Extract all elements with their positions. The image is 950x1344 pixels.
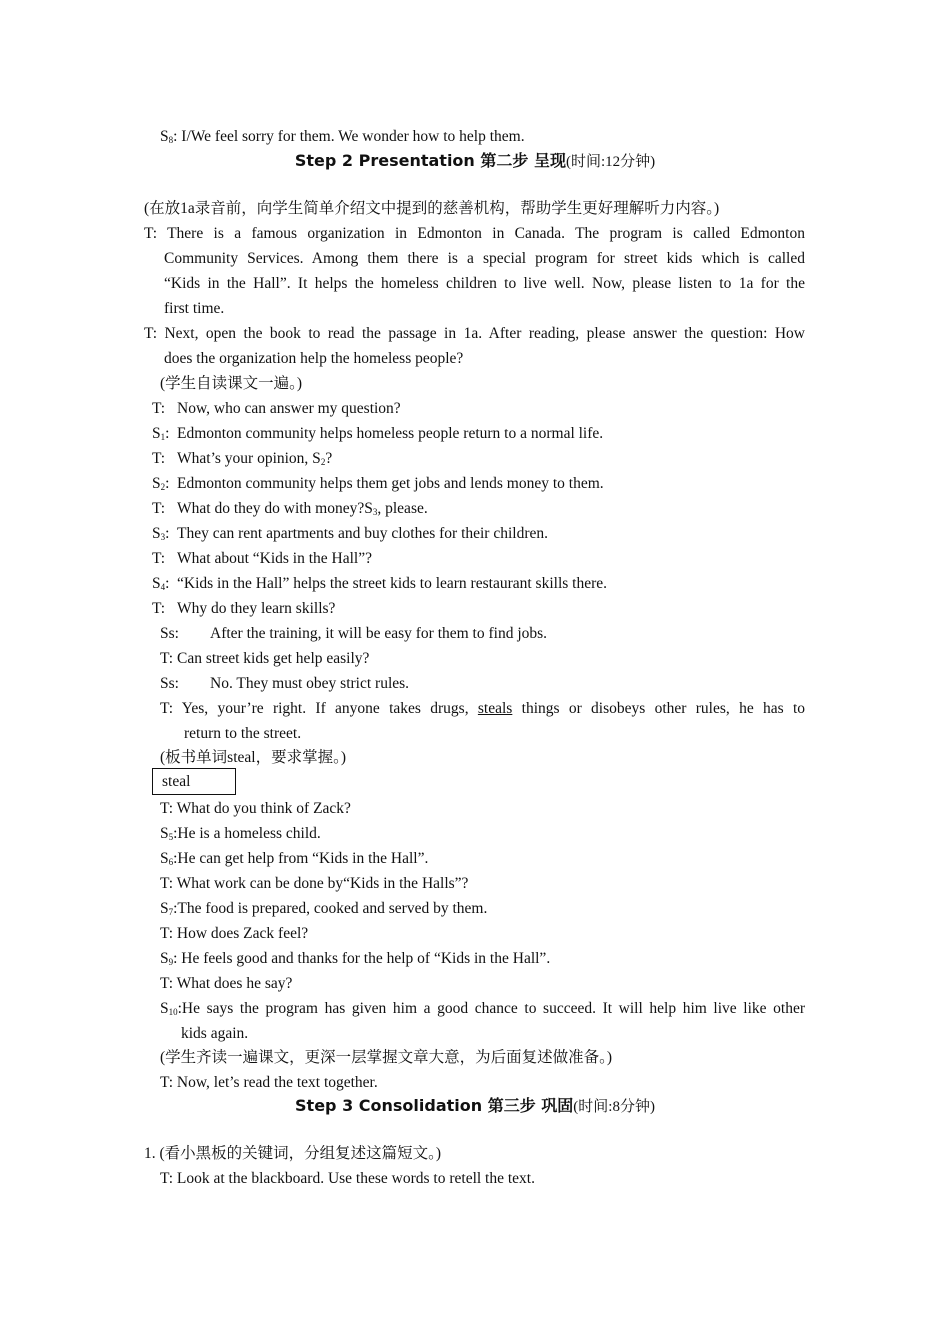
dialogue-line: kids again.: [181, 1025, 249, 1042]
paragraph-line: “Kids in the Hall”. It helps the homeless children to live well. Now, please listen to 1a for the: [164, 275, 805, 292]
dialogue-line: $S_4$: “Kids in the Hall” helps the street kids to learn restaurant skills there.: [152, 575, 608, 592]
dialogue-line: T: What’s your opinion, $S_2$?: [152, 450, 333, 467]
dialogue-line: T: What does he say?: [160, 975, 293, 992]
dialogue-line: $S_1$: Edmonton community helps homeless people return to a normal life.: [152, 425, 604, 442]
paragraph-line: first time.: [164, 300, 225, 317]
dialogue-line: T: How does Zack feel?: [160, 925, 309, 942]
dialogue-line: $S_8$: I/We feel sorry for them. We wonder how to help them.: [160, 128, 525, 145]
dialogue-line: T: Yes, your’re right. If anyone takes drugs, steals things or disobeys other rules, he has to: [160, 700, 806, 717]
teacher-note: (学生齐读一遍课文，更深一层掌握文章大意，为后面复述做准备。): [160, 1049, 613, 1066]
dialogue-line: $S_7:The$ food is prepared, cooked and served by them.: [160, 900, 488, 917]
dialogue-line: T: What do they do with $money?S_3$, please.: [152, 500, 428, 517]
step-3-heading: Step 3 Consolidation 第三步 巩固(时间:8分钟): [295, 1096, 655, 1115]
dialogue-line: $S_6:He$ can get help from “Kids in the Hall”.: [160, 850, 429, 867]
dialogue-line: T: Look at the blackboard. Use these words to retell the text.: [160, 1170, 535, 1187]
dialogue-line: T: Can street kids get help easily?: [160, 650, 370, 667]
dialogue-line: T: What do you think of Zack?: [160, 800, 351, 817]
paragraph-line: does the organization help the homeless people?: [164, 350, 464, 367]
dialogue-line: return to the street.: [184, 725, 302, 742]
dialogue-line: T: What work can be done by“Kids in the Halls”?: [160, 875, 469, 892]
dialogue-line: $S_3$: They can rent apartments and buy clothes for their children.: [152, 525, 549, 542]
paragraph-line: T: There is a famous organization in Edmonton in Canada. The program is called Edmonton: [144, 225, 805, 242]
dialogue-line: $S_{10}:He$ says the program has given him a good chance to succeed. It will help him live like other: [160, 1000, 805, 1017]
teacher-note: (在放1a录音前，向学生简单介绍文中提到的慈善机构，帮助学生更好理解听力内容。): [144, 200, 720, 217]
blackboard-word-box: steal: [152, 768, 236, 795]
underlined-word: steals: [477, 700, 513, 717]
dialogue-line: Ss: After the training, it will be easy for them to find jobs.: [160, 625, 548, 642]
dialogue-line: $S_9$: He feels good and thanks for the help of “Kids in the Hall”.: [160, 950, 551, 967]
dialogue-line: T: What about “Kids in the Hall”?: [152, 550, 372, 567]
teacher-note: (板书单词steal，要求掌握。): [160, 749, 346, 766]
dialogue-line: T: Why do they learn skills?: [152, 600, 336, 617]
consolidation-item: 1. (看小黑板的关键词，分组复述这篇短文。): [144, 1145, 442, 1162]
paragraph-line: Community Services. Among them there is a special program for street kids which is called: [164, 250, 805, 267]
dialogue-line: Ss: No. They must obey strict rules.: [160, 675, 410, 692]
dialogue-line: T: Now, who can answer my question?: [152, 400, 401, 417]
step-2-heading: Step 2 Presentation 第二步 呈现(时间:12分钟): [294, 151, 656, 170]
dialogue-line: $S_5:He$ is a homeless child.: [160, 825, 321, 842]
teacher-note: (学生自读课文一遍。): [160, 375, 303, 392]
dialogue-line: T: Now, let’s read the text together.: [160, 1074, 378, 1091]
dialogue-line: $S_2$: Edmonton community helps them get jobs and lends money to them.: [152, 475, 604, 492]
paragraph-line: T: Next, open the book to read the passage in 1a. After reading, please answer the question: How: [144, 325, 805, 342]
